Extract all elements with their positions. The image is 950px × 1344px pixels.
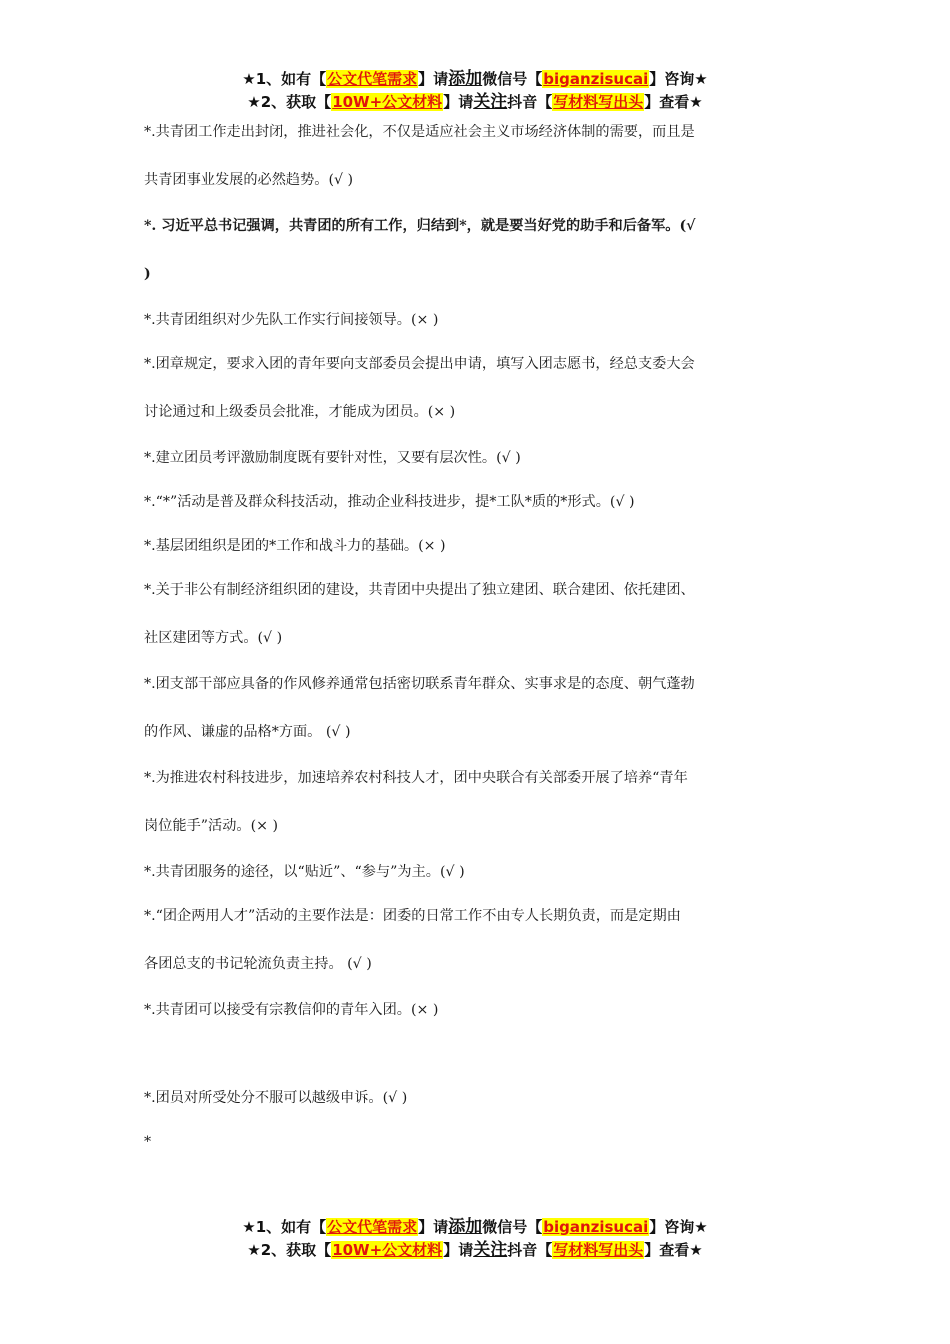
list-item — [144, 347, 810, 441]
list-item — [144, 899, 810, 993]
highlight-materials: 10W+公文材料 — [332, 1241, 443, 1259]
list-item — [144, 303, 810, 347]
item-line: *.关于非公有制经济组织团的建设，共青团中央提出了独立建团、联合建团、依托建团、 — [144, 582, 695, 598]
highlight-douyin: 写材料写出头 — [553, 93, 644, 111]
banner-emphasis: 添加 — [448, 69, 483, 89]
item-line: *. 习近平总书记强调，共青团的所有工作，归结到*，就是要当好党的助手和后备军。(√ — [144, 218, 696, 234]
highlight-wechat-id: biganzisucai — [543, 70, 649, 88]
banner-text: 】咨询★ — [649, 70, 708, 88]
banner-text: 】请 — [418, 1218, 449, 1236]
banner-line-2 — [0, 1239, 950, 1262]
banner-emphasis: 添加 — [448, 1217, 483, 1237]
banner-text: 微信号【 — [482, 70, 543, 88]
banner-text: ★1、如有【 — [242, 70, 327, 88]
list-item — [144, 115, 810, 209]
banner-text: 微信号【 — [482, 1218, 543, 1236]
list-item — [144, 855, 810, 899]
highlight-service: 公文代笔需求 — [327, 70, 418, 88]
banner-emphasis: 关注 — [473, 1240, 508, 1260]
item-line: 共青团事业发展的必然趋势。(√ ) — [144, 172, 354, 188]
item-line: *.共青团工作走出封闭，推进社会化，不仅是适应社会主义市场经济体制的需要，而且是 — [144, 124, 695, 140]
highlight-materials: 10W+公文材料 — [332, 93, 443, 111]
list-item — [144, 529, 810, 573]
item-line: *.建立团员考评激励制度既有要针对性，又要有层次性。(√ ) — [144, 450, 521, 466]
item-line: 岗位能手”活动。(× ) — [144, 818, 279, 834]
banner-line-1 — [0, 68, 950, 91]
banner-text: 】请 — [418, 70, 449, 88]
list-item — [144, 667, 810, 761]
banner-text: 】请 — [443, 1241, 474, 1259]
blank-spacer — [144, 1037, 810, 1081]
highlight-douyin: 写材料写出头 — [553, 1241, 644, 1259]
list-item — [144, 761, 810, 855]
item-line: *.为推进农村科技进步，加速培养农村科技人才，团中央联合有关部委开展了培养“青年 — [144, 770, 688, 786]
question-list — [144, 115, 810, 1169]
banner-text: 抖音【 — [507, 1241, 553, 1259]
item-line: *.共青团服务的途径，以“贴近”、“参与”为主。(√ ) — [144, 864, 465, 880]
list-item — [144, 1125, 810, 1169]
list-item — [144, 441, 810, 485]
item-line: *.共青团可以接受有宗教信仰的青年入团。(× ) — [144, 1002, 439, 1018]
item-line: *.共青团组织对少先队工作实行间接领导。(× ) — [144, 312, 439, 328]
banner-line-2 — [0, 91, 950, 114]
item-line: *.“团企两用人才”活动的主要作法是：团委的日常工作不由专人长期负责，而是定期由 — [144, 908, 681, 924]
list-item — [144, 993, 810, 1037]
highlight-wechat-id: biganzisucai — [543, 1218, 649, 1236]
banner-text: 】查看★ — [644, 1241, 703, 1259]
list-item — [144, 209, 810, 303]
item-line: 各团总支的书记轮流负责主持。 (√ ) — [144, 956, 372, 972]
item-line: *.团章规定，要求入团的青年要向支部委员会提出申请，填写入团志愿书，经总支委大会 — [144, 356, 695, 372]
banner-text: ★2、获取【 — [247, 1241, 332, 1259]
item-line: 社区建团等方式。(√ ) — [144, 630, 283, 646]
item-line: 讨论通过和上级委员会批准，才能成为团员。(× ) — [144, 404, 456, 420]
item-line: * — [144, 1134, 152, 1150]
item-line: *.团员对所受处分不服可以越级申诉。(√ ) — [144, 1090, 408, 1106]
item-line: *.“*”活动是普及群众科技活动，推动企业科技进步，提*工队*质的*形式。(√ ) — [144, 494, 635, 510]
banner-text: 】请 — [443, 93, 474, 111]
banner-text: ★1、如有【 — [242, 1218, 327, 1236]
item-line: *.团支部干部应具备的作风修养通常包括密切联系青年群众、实事求是的态度、朝气蓬勃 — [144, 676, 695, 692]
list-item — [144, 573, 810, 667]
banner-text: 】查看★ — [644, 93, 703, 111]
item-line: 的作风、谦虚的品格*方面。 (√ ) — [144, 724, 351, 740]
item-line: *.基层团组织是团的*工作和战斗力的基础。(× ) — [144, 538, 446, 554]
banner-text: 】咨询★ — [649, 1218, 708, 1236]
list-item — [144, 1081, 810, 1125]
banner-line-1 — [0, 1216, 950, 1239]
banner-text: ★2、获取【 — [247, 93, 332, 111]
top-banner — [0, 68, 950, 114]
highlight-service: 公文代笔需求 — [327, 1218, 418, 1236]
item-line: ) — [144, 266, 151, 282]
list-item — [144, 485, 810, 529]
banner-emphasis: 关注 — [473, 92, 508, 112]
banner-text: 抖音【 — [507, 93, 553, 111]
bottom-banner — [0, 1216, 950, 1262]
